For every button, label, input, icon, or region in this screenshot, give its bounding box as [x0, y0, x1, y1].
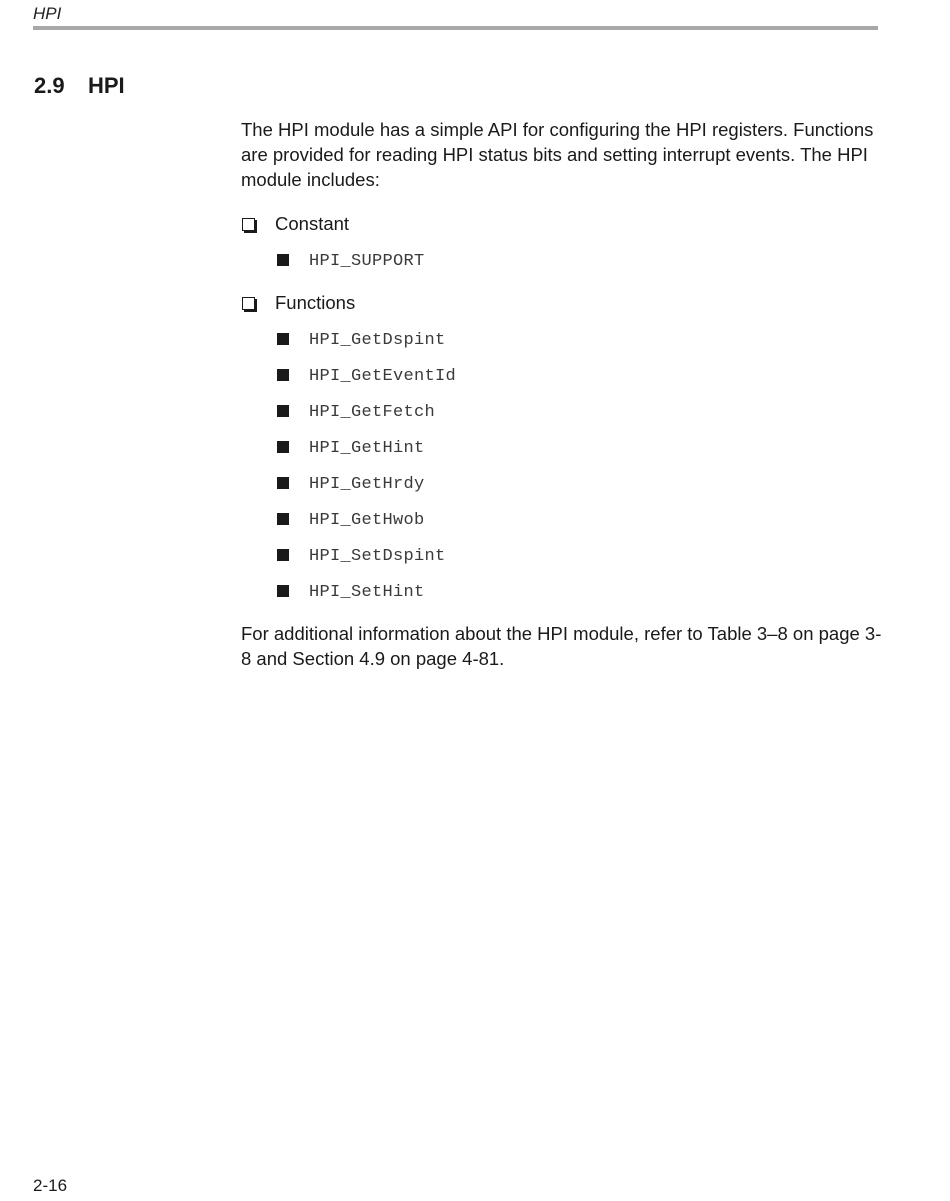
- box-bullet-icon: [242, 218, 255, 231]
- square-bullet-icon: [277, 254, 289, 266]
- square-bullet-icon: [277, 585, 289, 597]
- constant-list: [241, 249, 886, 285]
- header-rule: [33, 26, 878, 30]
- function-name: HPI_GetHrdy: [309, 475, 425, 494]
- list-item: [241, 400, 886, 436]
- group-label: Functions: [275, 292, 356, 313]
- section-body: [241, 117, 886, 671]
- square-bullet-icon: [277, 369, 289, 381]
- functions-list: [241, 328, 886, 616]
- function-name: HPI_GetDspint: [309, 331, 446, 350]
- section-number: 2.9: [34, 73, 65, 98]
- list-item-constant: [241, 211, 886, 236]
- function-name: HPI_GetHint: [309, 439, 425, 458]
- list-item: [241, 508, 886, 544]
- list-item: [241, 249, 886, 285]
- function-name: HPI_SetDspint: [309, 547, 446, 566]
- function-name: HPI_SetHint: [309, 583, 425, 602]
- list-item: [241, 364, 886, 400]
- closing-paragraph: For additional information about the HPI module, refer to Table 3–8 on page 3-8 and Section 4.9 on page 4-81.: [241, 623, 882, 669]
- running-header: HPI: [33, 4, 62, 23]
- square-bullet-icon: [277, 333, 289, 345]
- list-item: [241, 328, 886, 364]
- page-number: 2-16: [33, 1176, 68, 1195]
- list-item: [241, 580, 886, 616]
- list-item: [241, 436, 886, 472]
- function-name: HPI_GetFetch: [309, 403, 436, 422]
- section-heading: [34, 73, 125, 99]
- square-bullet-icon: [277, 405, 289, 417]
- box-bullet-icon: [242, 297, 255, 310]
- square-bullet-icon: [277, 513, 289, 525]
- square-bullet-icon: [277, 441, 289, 453]
- section-title: HPI: [88, 73, 125, 98]
- list-item: [241, 544, 886, 580]
- function-name: HPI_GetHwob: [309, 511, 425, 530]
- group-label: Constant: [275, 213, 350, 234]
- function-name: HPI_GetEventId: [309, 367, 457, 386]
- list-item-functions: [241, 290, 886, 315]
- square-bullet-icon: [277, 477, 289, 489]
- list-item: [241, 472, 886, 508]
- constant-name: HPI_SUPPORT: [309, 252, 425, 271]
- intro-paragraph: The HPI module has a simple API for configuring the HPI registers. Functions are provided for reading HPI status bits and setting interrupt events. The HPI module includes:: [241, 119, 874, 190]
- square-bullet-icon: [277, 549, 289, 561]
